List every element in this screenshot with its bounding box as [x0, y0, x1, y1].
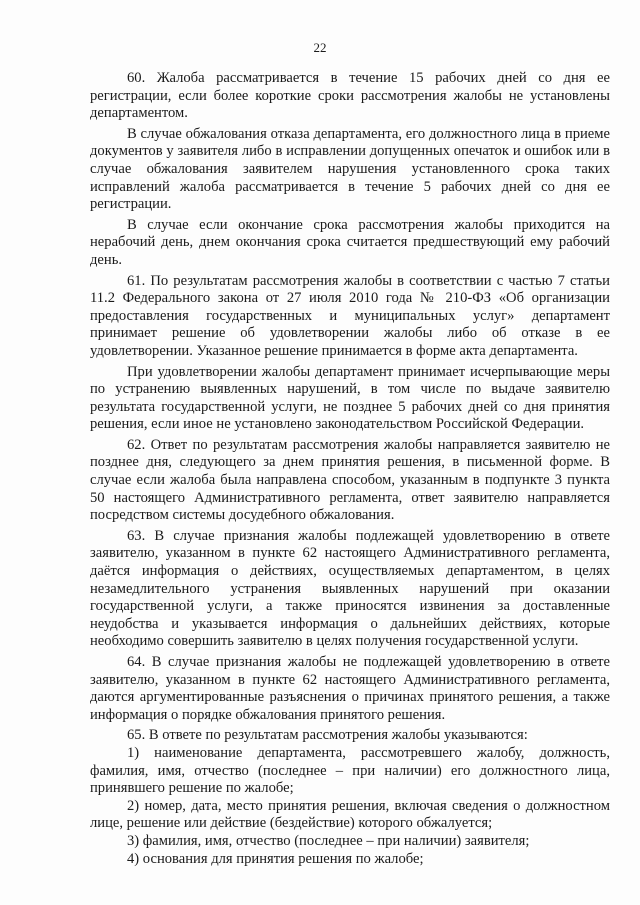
paragraph-60-nonworking-day: В случае если окончание срока рассмотрения жалобы приходится на нерабочий день, днем окончания срока считается предшествующий ему рабочий день.	[90, 216, 610, 268]
paragraph-61-satisfaction: При удовлетворении жалобы департамент принимает исчерпывающие меры по устранению выявленных нарушений, в том числе по выдаче заявителю результата государственной услуги, не позднее 5 рабочих дней со дня принятия решения, если иное не установлено законодательством Российской Федерации.	[90, 363, 610, 433]
paragraph-63: 63. В случае признания жалобы подлежащей удовлетворению в ответе заявителю, указанном в пункте 62 настоящего Административного регламента, даётся информация о действиях, осуществляемых департаментом, в целях незамедлительного устранения выявленных нарушений при оказании государственной услуги, а также приносятся извинения за доставленные неудобства и указывается информация о дальнейших действиях, которые необходимо совершить заявителю в целях получения государственной услуги.	[90, 527, 610, 650]
list-item-1: 1) наименование департамента, рассмотревшего жалобу, должность, фамилия, имя, отчество (последнее – при наличии) его должностного лица, принявшего решение по жалобе;	[90, 744, 610, 797]
page-number: 22	[313, 40, 327, 55]
paragraph-60-appeal-refusal: В случае обжалования отказа департамента, его должностного лица в приеме документов у заявителя либо в исправлении допущенных опечаток и ошибок или в случае обжалования заявителем нарушения установленного срока таких исправлений жалоба рассматривается в течение 5 рабочих дней со дня ее регистрации.	[90, 125, 610, 213]
paragraph-60: 60. Жалоба рассматривается в течение 15 рабочих дней со дня ее регистрации, если более короткие сроки рассмотрения жалобы не установлены департаментом.	[90, 70, 610, 122]
list-item-4: 4) основания для принятия решения по жалобе;	[127, 850, 424, 867]
paragraph-62: 62. Ответ по результатам рассмотрения жалобы направляется заявителю не позднее дня, следующего за днем принятия решения, в письменной форме. В случае если жалоба была направлена способом, указанным в подпункте 3 пункта 50 настоящего Административного регламента, ответ заявителю направляется посредством системы досудебного обжалования.	[90, 436, 610, 524]
list-item-2: 2) номер, дата, место принятия решения, включая сведения о должностном лице, решение или действие (бездействие) которого обжалуется;	[90, 797, 610, 832]
list-item-3: 3) фамилия, имя, отчество (последнее – при наличии) заявителя;	[127, 832, 530, 849]
paragraph-61: 61. По результатам рассмотрения жалобы в соответствии с частью 7 статьи 11.2 Федерального закона от 27 июля 2010 года № 210-ФЗ «Об организации предоставления государственных и муниципальных услуг» департамент принимает решение об удовлетворении жалобы либо об отказе в ее удовлетворении. Указанное решение принимается в форме акта департамента.	[90, 272, 610, 359]
paragraph-64: 64. В случае признания жалобы не подлежащей удовлетворению в ответе заявителю, указанном в пункте 62 настоящего Административного регламента, даются аргументированные разъяснения о причинах принятого решения, а также информация о порядке обжалования принятого решения.	[90, 654, 610, 723]
document-body	[90, 70, 610, 868]
paragraph-65: 65. В ответе по результатам рассмотрения жалобы указываются:	[127, 727, 528, 744]
